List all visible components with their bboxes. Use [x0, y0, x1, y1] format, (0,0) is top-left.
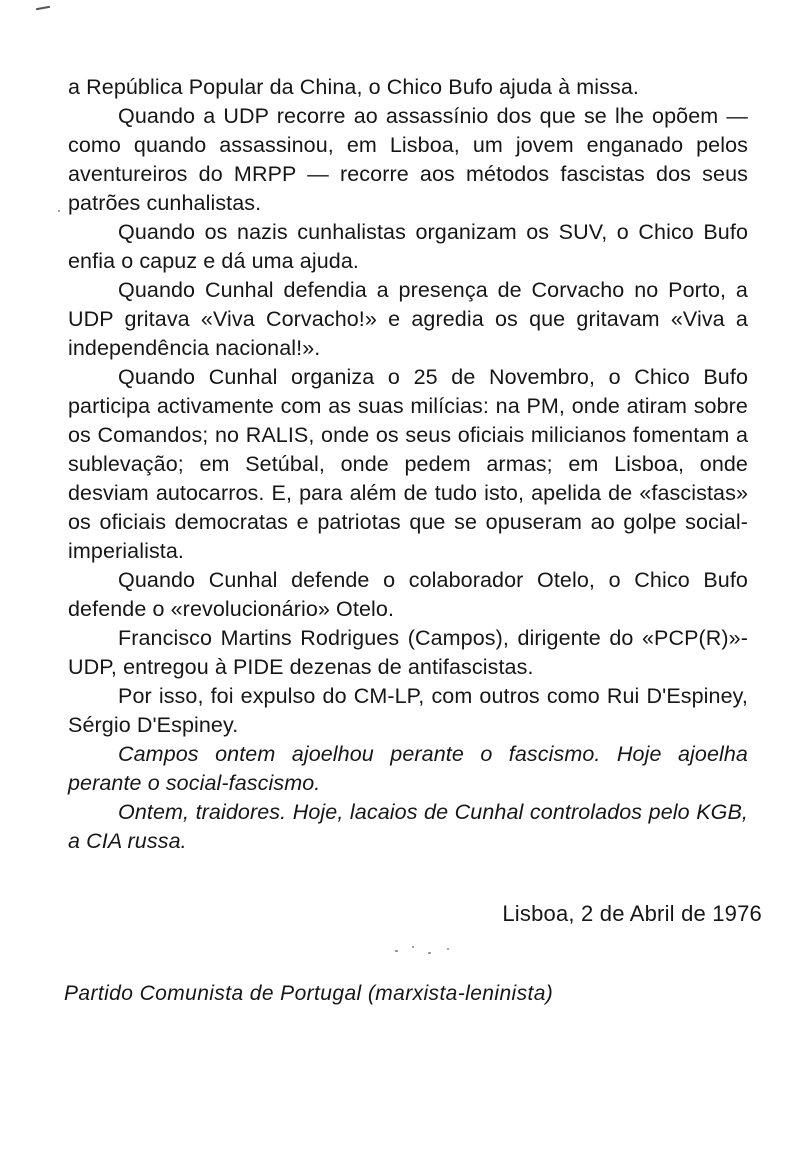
body-text [68, 73, 748, 856]
date-line: Lisboa, 2 de Abril de 1976 [502, 901, 762, 926]
paragraph-4: Quando Cunhal defendia a presença de Corvacho no Porto, a UDP gritava «Viva Corvacho!» e agredia os que gritavam «Viva a independência nacional!». [68, 278, 748, 360]
signature-line: Partido Comunista de Portugal (marxista-leninista) [64, 982, 554, 1005]
paragraph-3: Quando os nazis cunhalistas organizam os SUV, o Chico Bufo enfia o capuz e dá uma ajuda. [68, 220, 748, 273]
paragraph-9: Campos ontem ajoelhou perante o fascismo. Hoje ajoelha perante o social-fascismo. [68, 742, 748, 795]
paragraph-2: Quando a UDP recorre ao assassínio dos que se lhe opõem — como quando assassinou, em Lisboa, um jovem enganado pelos aventureiros do MRPP — recorre aos métodos fascistas dos seus patrões cunhalistas. [68, 104, 748, 215]
scan-speck [428, 952, 431, 954]
scan-speck [58, 210, 60, 212]
scan-speck [412, 946, 414, 948]
paragraph-7: Francisco Martins Rodrigues (Campos), dirigente do «PCP(R)»-UDP, entregou à PIDE dezenas de antifascistas. [68, 626, 748, 679]
paragraph-1: a República Popular da China, o Chico Bufo ajuda à missa. [68, 75, 640, 99]
scan-speck [447, 948, 449, 950]
paragraph-5: Quando Cunhal organiza o 25 de Novembro, o Chico Bufo participa activamente com as suas milícias: na PM, onde atiram sobre os Comandos; no RALIS, onde os seus oficiais milicianos fomentam a sublevação; em Setúbal, onde pedem armas; em Lisboa, onde desviam autocarros. E, para além de tudo isto, apelida de «fascistas» os oficiais democratas e patriotas que se opuseram ao golpe social-imperialista. [68, 365, 748, 563]
paragraph-8: Por isso, foi expulso do CM-LP, com outros como Rui D'Espiney, Sérgio D'Espiney. [68, 684, 748, 737]
paragraph-10: Ontem, traidores. Hoje, lacaios de Cunhal controlados pelo KGB, a CIA russa. [68, 800, 748, 853]
scan-mark [36, 6, 50, 10]
scan-speck [395, 950, 398, 952]
paragraph-6: Quando Cunhal defende o colaborador Otelo, o Chico Bufo defende o «revolucionário» Otelo. [68, 568, 748, 621]
